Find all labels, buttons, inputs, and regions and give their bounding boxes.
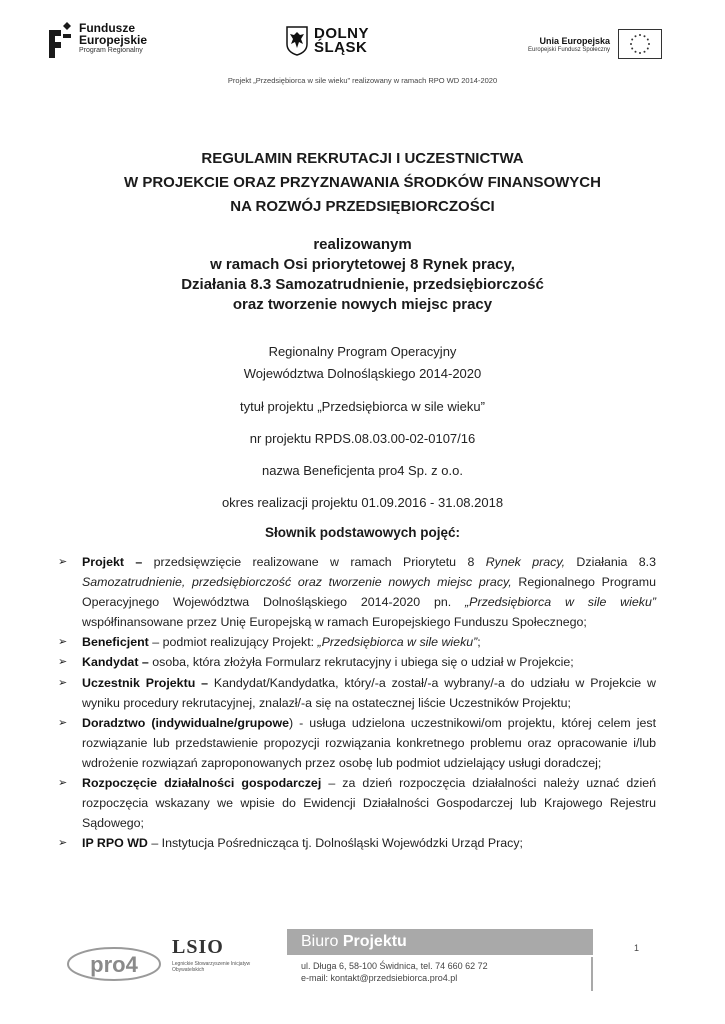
- project-title: tytuł projektu „Przedsiębiorca w sile wieku”: [240, 399, 485, 414]
- fundusze-europejskie-emblem-icon: [47, 22, 73, 60]
- lsio-logo-subtitle: Legnickie Stowarzyszenie Inicjatyw Obywatelskich: [172, 961, 251, 973]
- document-title: [40, 147, 685, 219]
- glossary-item-projekt: ➢ Projekt – przedsięwzięcie realizowane w ramach Priorytetu 8 Rynek pracy, Działania 8.3 Samozatrudnienie, przedsiębiorczość oraz tworzenie nowych miejsc pracy, Regionalnego Programu Operacyjnego Województwa Dolnośląskiego 2014-2020 pn. „Przedsiębiorca w sile wieku” współfinansowane przez Unię Europejską w ramach Europejskiego Funduszu Społecznego;: [58, 552, 656, 632]
- glossary-title: Słownik podstawowych pojęć:: [264, 525, 461, 540]
- glossary-item-rozpoczecie: ➢ Rozpoczęcie działalności gospodarczej – za dzień rozpoczęcia działalności należy uznać dzień rozpoczęcia wskazany we wpisie do Ewidencji Działalności Gospodarczej lub Krajowego Rejestru Sądowego;: [58, 773, 656, 833]
- office-email[interactable]: e-mail: kontakt@przedsiebiorca.pro4.pl: [301, 973, 458, 983]
- title-line-3: NA ROZWÓJ PRZEDSIĘBIORCZOŚCI: [230, 198, 495, 215]
- subtitle-line-3: Działania 8.3 Samozatrudnienie, przedsiębiorczość: [181, 276, 544, 293]
- glossary-term: Uczestnik Projektu –: [82, 675, 209, 690]
- page-number: 1: [634, 943, 640, 953]
- fe-logo-line1: Fundusze: [79, 21, 135, 35]
- arrow-bullet-icon: ➢: [58, 556, 68, 568]
- project-period: okres realizacji projektu 01.09.2016 - 31.08.2018: [221, 495, 504, 510]
- fe-logo-line2: Europejskie: [79, 33, 148, 47]
- fe-logo-line3: Program Regionalny: [79, 47, 143, 54]
- project-header-line: Projekt „Przedsiębiorca w sile wieku” realizowany w ramach RPO WD 2014-2020: [227, 76, 498, 85]
- title-line-2: W PROJEKCIE ORAZ PRZYZNAWANIA ŚRODKÓW FINANSOWYCH: [124, 174, 601, 191]
- glossary-item-beneficjent: ➢ Beneficjent – podmiot realizujący Projekt: „Przedsiębiorca w sile wieku”;: [58, 632, 656, 652]
- ue-logo-line1: Unia Europejska: [539, 35, 611, 46]
- biuro-projektu-bar: [287, 929, 593, 955]
- glossary-term: Projekt –: [82, 555, 143, 569]
- arrow-bullet-icon: ➢: [58, 837, 68, 850]
- eagle-crest-icon: [286, 26, 308, 56]
- glossary-term: Beneficjent: [82, 635, 149, 650]
- glossary-item-kandydat: ➢ Kandydat – osoba, która złożyła Formularz rekrutacyjny i ubiega się o udział w Projekcie;: [58, 652, 656, 672]
- office-address: ul. Długa 6, 58-100 Świdnica, tel. 74 660 62 72: [301, 961, 488, 971]
- dolny-slask-logo: [286, 26, 369, 56]
- ds-logo-line1: DOLNY: [314, 25, 369, 42]
- glossary-item-doradztwo: ➢ Doradztwo (indywidualne/grupowe) - usługa udzielona uczestnikowi/om projektu, której celem jest rozwiązanie lub przedstawienie propozycji rozwiązania konkretnego problemu oraz opracowanie i/lub wdrożenie rozwiązań zaproponowanych przez osobę lub podmiot udzielający usługi doradczej;: [58, 713, 656, 773]
- glossary-item-ip-rpo-wd: ➢ IP RPO WD – Instytucja Pośrednicząca tj. Dolnośląski Wojewódzki Urząd Pracy;: [58, 833, 656, 853]
- lsio-logo-text: LSIO: [172, 936, 224, 958]
- beneficiary-name: nazwa Beneficjenta pro4 Sp. z o.o.: [262, 463, 463, 478]
- program-name-line2: Województwa Dolnośląskiego 2014-2020: [243, 366, 482, 381]
- title-line-1: REGULAMIN REKRUTACJI I UCZESTNICTWA: [201, 150, 524, 167]
- ue-logo-line2: Europejski Fundusz Społeczny: [528, 46, 611, 53]
- glossary-term: IP RPO WD: [82, 836, 148, 851]
- glossary-list: [58, 552, 656, 853]
- subtitle-line-4: oraz tworzenie nowych miejsc pracy: [232, 296, 493, 313]
- arrow-bullet-icon: ➢: [58, 716, 68, 729]
- fundusze-europejskie-logo: [47, 22, 147, 60]
- project-number: nr projektu RPDS.08.03.00-02-0107/16: [249, 431, 476, 446]
- arrow-bullet-icon: ➢: [58, 676, 68, 689]
- lsio-logo: [172, 936, 252, 973]
- glossary-item-uczestnik: ➢ Uczestnik Projektu – Kandydat/Kandydatka, który/-a został/-a wybrany/-a do udziału w Projekcie w wyniku procedury rekrutacyjnej, znalazł/-a się na ostatecznej liście Uczestników Projektu;: [58, 673, 656, 713]
- program-name-line1: Regionalny Program Operacyjny: [268, 344, 457, 359]
- biuro-label-bold: Projektu: [342, 933, 407, 950]
- arrow-bullet-icon: ➢: [58, 777, 68, 790]
- biuro-label: Biuro: [301, 933, 339, 950]
- pro4-logo: [66, 944, 162, 987]
- pro4-logo-graphic: [66, 944, 162, 982]
- biuro-contact: [287, 957, 593, 991]
- arrow-bullet-icon: ➢: [58, 656, 68, 669]
- glossary-term: Kandydat –: [82, 655, 149, 670]
- subtitle-line-2: w ramach Osi priorytetowej 8 Rynek pracy,: [210, 256, 515, 273]
- ds-logo-line2: ŚLĄSK: [314, 39, 368, 56]
- eu-flag-icon: [618, 29, 662, 59]
- arrow-bullet-icon: ➢: [58, 636, 68, 649]
- unia-europejska-logo: [528, 29, 662, 59]
- glossary-term: Rozpoczęcie działalności gospodarczej: [82, 776, 322, 791]
- pro4-logo-text: pro4: [90, 952, 138, 977]
- subtitle-line-1: realizowanym: [313, 236, 412, 253]
- glossary-term: Doradztwo (indywidualne/grupowe: [82, 715, 290, 730]
- document-subtitle: [40, 235, 685, 315]
